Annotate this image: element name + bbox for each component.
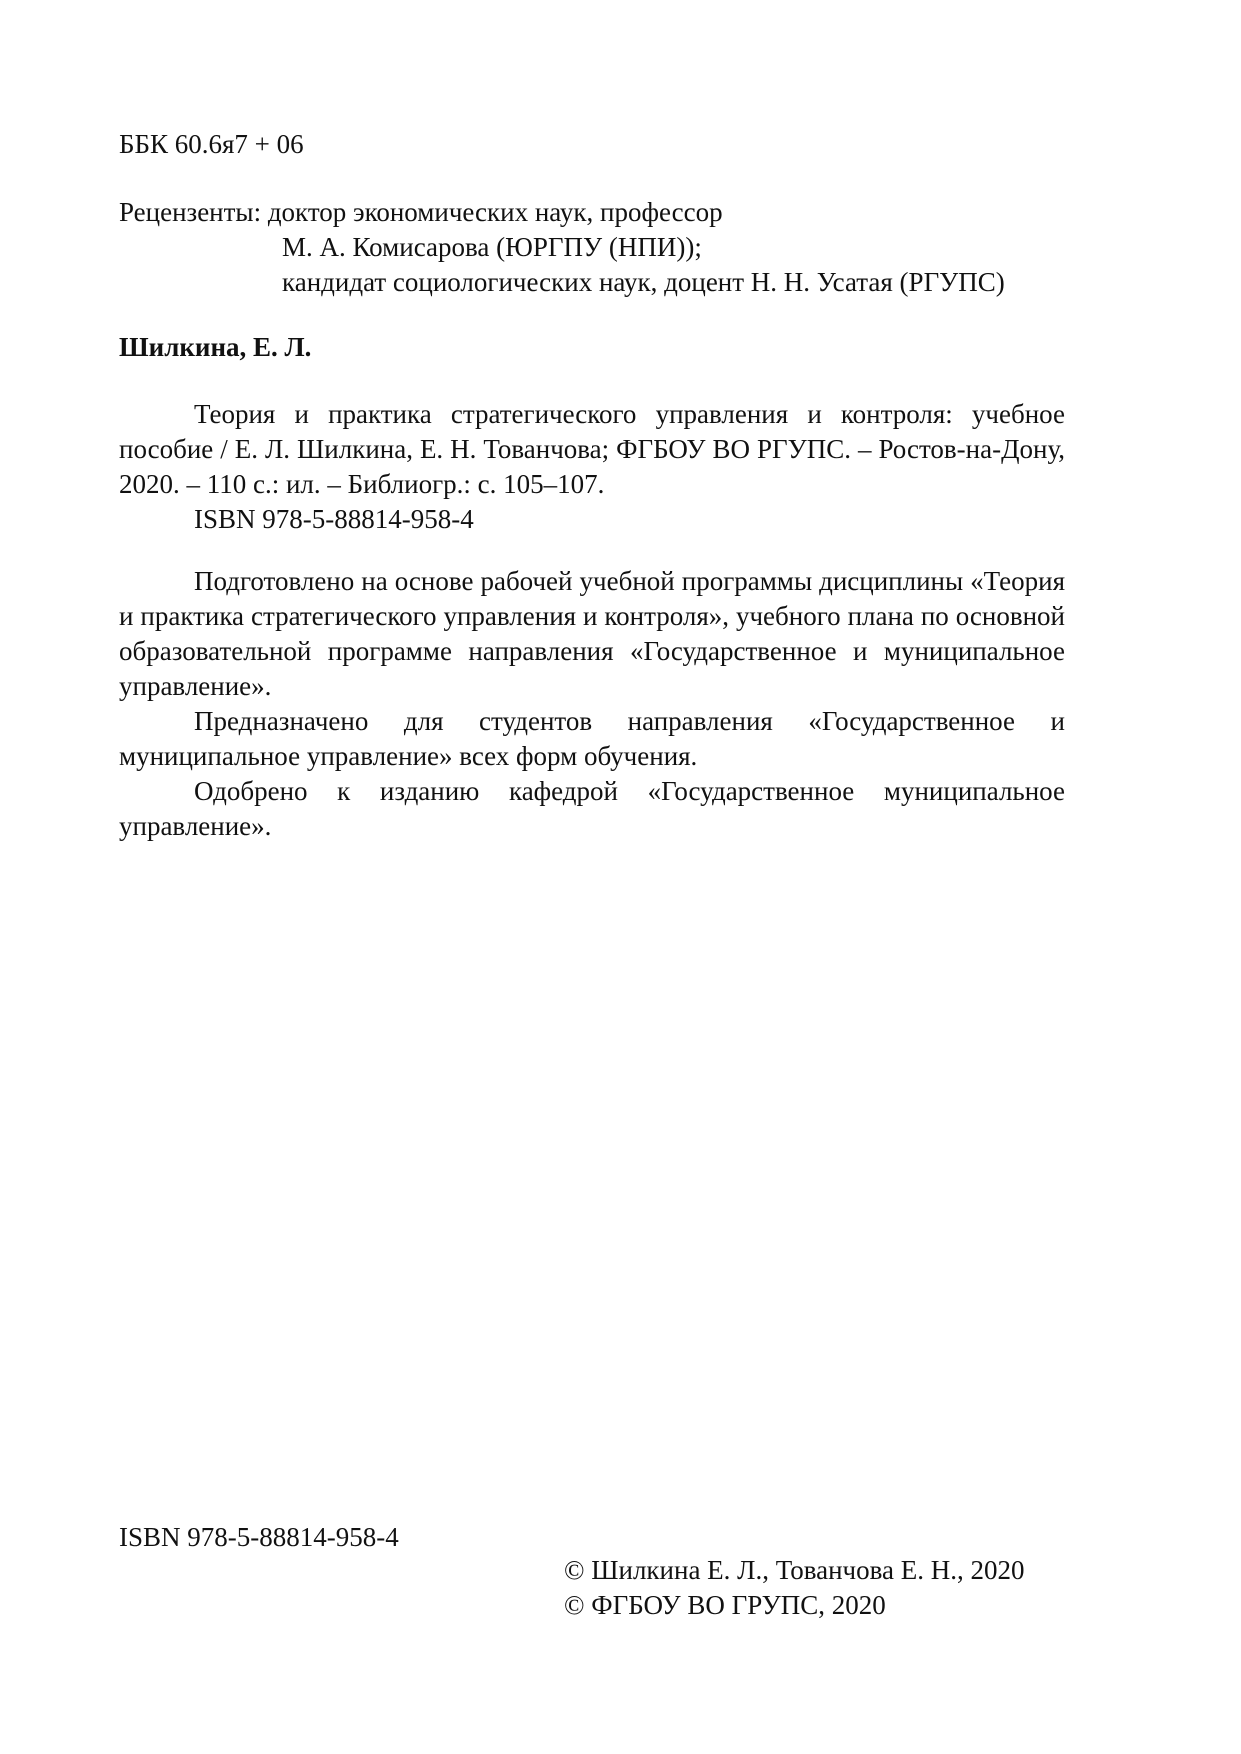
author-heading: Шилкина, Е. Л. (119, 332, 312, 362)
annotation-paragraph-3: Одобрено к изданию кафедрой «Государственное муниципальное управление». (119, 776, 1065, 841)
copyright-publisher: © ФГБОУ ВО ГРУПС, 2020 (564, 1590, 886, 1620)
bibliographic-text: Теория и практика стратегического управления и контроля: учебное пособие / Е. Л. Шилкина, Е. Н. Тованчова; ФГБОУ ВО РГУПС. – Ростов-на-Дону, 2020. – 110 с.: ил. – Библиогр.: с. 105–107. (119, 399, 1065, 499)
reviewers-block (119, 195, 1005, 300)
reviewers-line-2: М. А. Комисарова (ЮРГПУ (НПИ)); (282, 232, 702, 262)
bibliographic-description (119, 397, 1065, 537)
copyright-block (564, 1553, 1024, 1623)
annotation-paragraph-1: Подготовлено на основе рабочей учебной программы дисциплины «Теория и практика стратегического управления и контроля», учебного плана по основной образовательной программе направления «Государственное и муниципальное управление». (119, 566, 1065, 701)
reviewers-line-1: Рецензенты: доктор экономических наук, профессор (119, 197, 723, 227)
isbn-footer: ISBN 978-5-88814-958-4 (119, 1522, 399, 1552)
bbk-code: ББК 60.6я7 + 06 (119, 129, 304, 159)
isbn-inline: ISBN 978-5-88814-958-4 (194, 504, 474, 534)
annotation-paragraph-2: Предназначено для студентов направления «Государственное и муниципальное управление» всех форм обучения. (119, 706, 1065, 771)
reviewers-line-3: кандидат социологических наук, доцент Н. Н. Усатая (РГУПС) (282, 267, 1005, 297)
annotation (119, 564, 1065, 844)
copyright-authors: © Шилкина Е. Л., Тованчова Е. Н., 2020 (564, 1555, 1025, 1585)
